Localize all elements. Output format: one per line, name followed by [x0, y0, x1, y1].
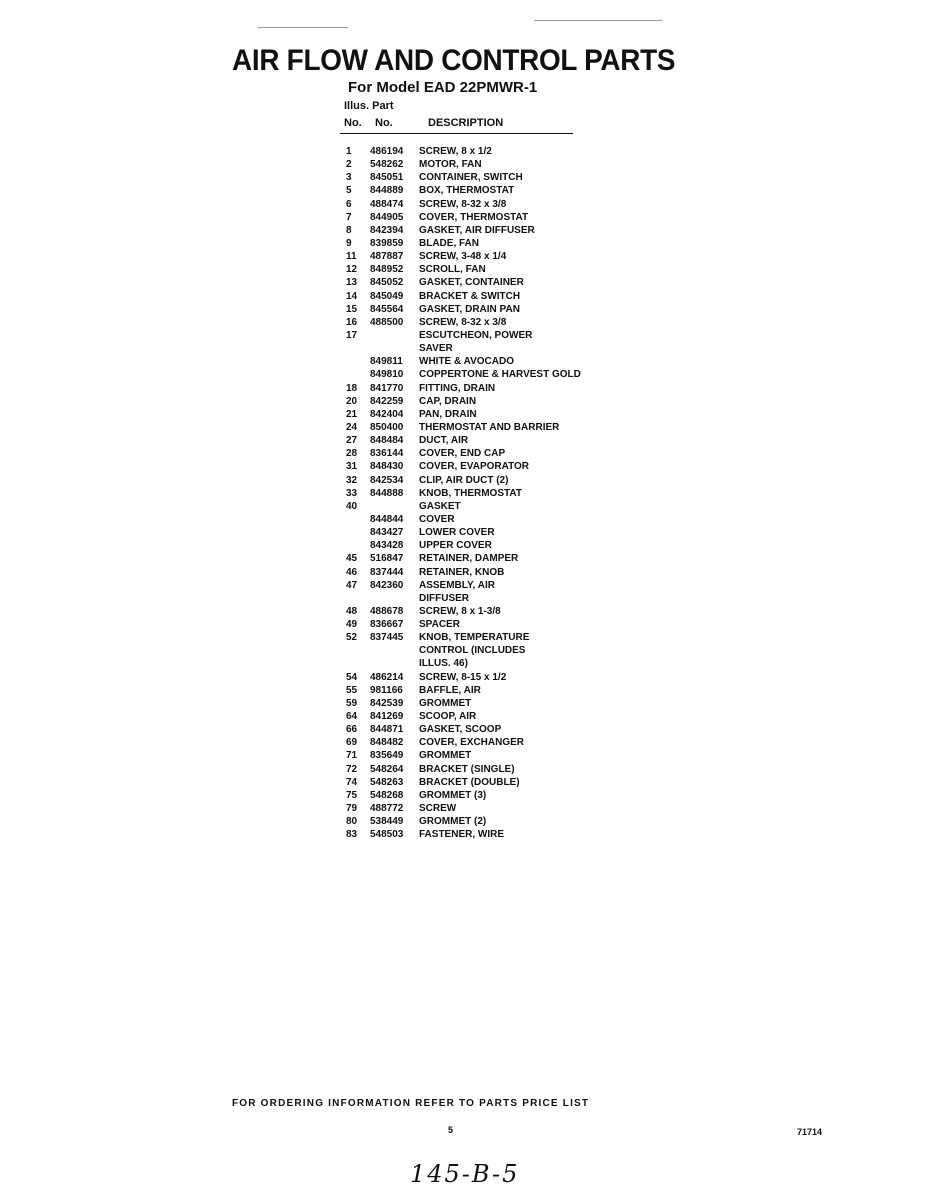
part-number: 848482	[370, 737, 404, 749]
part-description: CONTAINER, SWITCH	[419, 172, 523, 184]
part-description: GASKET, CONTAINER	[419, 277, 524, 289]
part-number: 845052	[370, 277, 404, 289]
part-number: 843427	[370, 527, 404, 539]
part-description: ILLUS. 46)	[419, 658, 468, 670]
part-description: GROMMET (2)	[419, 816, 487, 828]
part-number: 486194	[370, 146, 404, 157]
illus-number: 1	[346, 146, 352, 157]
part-number: 516847	[370, 553, 404, 565]
part-description: CONTROL (INCLUDES	[419, 645, 526, 657]
illus-number: 46	[346, 566, 358, 578]
illus-number: 83	[346, 829, 358, 841]
part-number: 488474	[370, 198, 404, 210]
part-number: 841269	[370, 711, 404, 723]
part-number: 835649	[370, 750, 404, 762]
page-title: AIR FLOW AND CONTROL PARTS	[232, 44, 676, 77]
part-number: 841770	[370, 382, 404, 394]
part-description: GASKET, AIR DIFFUSER	[419, 224, 535, 236]
part-number: 836667	[370, 619, 404, 631]
part-number: 844889	[370, 185, 404, 197]
part-description: WHITE & AVOCADO	[419, 356, 514, 368]
part-description: BOX, THERMOSTAT	[419, 185, 515, 197]
illus-number: 7	[346, 211, 352, 223]
part-number: 848484	[370, 435, 404, 447]
part-description: SCREW, 8 x 1/2	[419, 146, 492, 157]
part-description: ESCUTCHEON, POWER	[419, 329, 533, 341]
part-description: SCREW, 8-32 x 3/8	[419, 316, 507, 328]
part-description: BLADE, FAN	[419, 237, 479, 249]
part-description: SCROLL, FAN	[419, 264, 486, 276]
illus-number: 16	[346, 316, 358, 328]
part-number: 981166	[370, 684, 403, 696]
part-number: 844871	[370, 724, 404, 736]
part-description: COVER, THERMOSTAT	[419, 211, 529, 223]
illus-number: 3	[346, 172, 352, 184]
part-number: 488772	[370, 803, 404, 815]
part-number: 844905	[370, 211, 404, 223]
handwritten-annotation: 145-B-5	[410, 1160, 520, 1188]
illus-number: 55	[346, 684, 358, 696]
illus-number: 59	[346, 697, 358, 709]
part-description: GASKET	[419, 500, 461, 512]
illus-number: 40	[346, 500, 358, 512]
part-description: SPACER	[419, 619, 460, 631]
part-description: COVER	[419, 513, 455, 525]
part-number: 845051	[370, 172, 404, 184]
illus-number: 47	[346, 579, 358, 591]
illus-number: 24	[346, 421, 358, 433]
illus-number: 13	[346, 277, 358, 289]
part-number: 848430	[370, 461, 404, 473]
part-number: 843428	[370, 540, 404, 552]
part-number: 548268	[370, 789, 404, 801]
part-description: BRACKET & SWITCH	[419, 290, 521, 302]
part-description: FASTENER, WIRE	[419, 829, 505, 841]
part-number: 842539	[370, 697, 404, 709]
part-number: 839859	[370, 237, 404, 249]
part-description: SCREW, 8 x 1-3/8	[419, 605, 501, 617]
column-header-illus-part: Illus. Part	[344, 100, 394, 112]
part-number: 538449	[370, 816, 404, 828]
part-description: RETAINER, KNOB	[419, 566, 505, 578]
part-number: 548262	[370, 159, 404, 171]
part-description: RETAINER, DAMPER	[419, 553, 519, 565]
column-header-description: DESCRIPTION	[428, 117, 504, 129]
part-description: CAP, DRAIN	[419, 395, 477, 407]
part-number: 849811	[370, 356, 403, 368]
model-subtitle: For Model EAD 22PMWR-1	[348, 79, 538, 96]
part-description: COVER, EXCHANGER	[419, 737, 525, 749]
illus-number: 45	[346, 553, 358, 565]
part-description: BRACKET (SINGLE)	[419, 763, 515, 775]
part-number: 842404	[370, 408, 404, 420]
header-divider	[340, 133, 573, 134]
part-description: THERMOSTAT AND BARRIER	[419, 421, 560, 433]
part-number: 837445	[370, 632, 404, 644]
part-description: GROMMET	[419, 750, 472, 762]
illus-number: 8	[346, 224, 352, 236]
part-number: 842360	[370, 579, 404, 591]
illus-number: 31	[346, 461, 358, 473]
part-description: SCREW, 3-48 x 1/4	[419, 251, 507, 263]
part-description: SCREW, 8-32 x 3/8	[419, 198, 507, 210]
illus-number: 5	[346, 185, 352, 197]
part-description: COPPERTONE & HARVEST GOLD	[419, 369, 581, 381]
part-description: DUCT, AIR	[419, 435, 469, 447]
illus-number: 11	[346, 251, 357, 263]
ordering-info-note: FOR ORDERING INFORMATION REFER TO PARTS PRICE LIST	[232, 1098, 590, 1109]
illus-number: 72	[346, 763, 358, 775]
part-description: ASSEMBLY, AIR	[419, 579, 495, 591]
illus-number: 17	[346, 329, 358, 341]
part-description: GASKET, SCOOP	[419, 724, 502, 736]
illus-number: 14	[346, 290, 358, 302]
part-number: 845564	[370, 303, 404, 315]
illus-number: 54	[346, 671, 358, 683]
part-number: 486214	[370, 671, 404, 683]
part-description: CLIP, AIR DUCT (2)	[419, 474, 509, 486]
part-description: LOWER COVER	[419, 527, 495, 539]
part-description: SCOOP, AIR	[419, 711, 477, 723]
part-description: SCREW, 8-15 x 1/2	[419, 671, 507, 683]
part-number: 845049	[370, 290, 404, 302]
illus-number: 2	[346, 159, 352, 171]
page-number: 5	[448, 1125, 454, 1135]
illus-number: 64	[346, 711, 358, 723]
part-description: GASKET, DRAIN PAN	[419, 303, 520, 315]
illus-number: 28	[346, 448, 358, 460]
part-number: 837444	[370, 566, 404, 578]
part-description: FITTING, DRAIN	[419, 382, 496, 394]
part-description: KNOB, THERMOSTAT	[419, 487, 522, 499]
illus-number: 52	[346, 632, 358, 644]
part-number: 848952	[370, 264, 404, 276]
document-code: 71714	[797, 1127, 823, 1137]
illus-number: 33	[346, 487, 358, 499]
part-number: 842534	[370, 474, 404, 486]
part-number: 844888	[370, 487, 404, 499]
part-description: DIFFUSER	[419, 592, 469, 604]
illus-number: 48	[346, 605, 358, 617]
part-number: 842394	[370, 224, 404, 236]
part-number: 842259	[370, 395, 404, 407]
part-description: BRACKET (DOUBLE)	[419, 776, 520, 788]
illus-number: 66	[346, 724, 358, 736]
illus-number: 9	[346, 237, 352, 249]
part-number: 488678	[370, 605, 404, 617]
illus-number: 74	[346, 776, 358, 788]
part-description: MOTOR, FAN	[419, 159, 482, 171]
part-description: GROMMET	[419, 697, 472, 709]
part-description: COVER, EVAPORATOR	[419, 461, 530, 473]
illus-number: 12	[346, 264, 358, 276]
part-description: BAFFLE, AIR	[419, 684, 481, 696]
part-number: 836144	[370, 448, 404, 460]
illus-number: 69	[346, 737, 358, 749]
illus-number: 20	[346, 395, 358, 407]
illus-number: 80	[346, 816, 358, 828]
part-number: 548264	[370, 763, 404, 775]
illus-number: 27	[346, 435, 358, 447]
part-number: 487887	[370, 251, 404, 263]
part-number: 548503	[370, 829, 404, 841]
part-description: SCREW	[419, 803, 457, 815]
column-header-part-no: No.	[375, 117, 393, 129]
illus-number: 18	[346, 382, 358, 394]
part-description: KNOB, TEMPERATURE	[419, 632, 530, 644]
illus-number: 32	[346, 474, 358, 486]
illus-number: 6	[346, 198, 352, 210]
part-number: 548263	[370, 776, 404, 788]
illus-number: 21	[346, 408, 358, 420]
part-description: SAVER	[419, 343, 453, 355]
column-header-illus-no: No.	[344, 117, 362, 129]
part-number: 849810	[370, 369, 404, 381]
part-number: 488500	[370, 316, 404, 328]
part-description: UPPER COVER	[419, 540, 492, 552]
illus-number: 49	[346, 619, 358, 631]
illus-number: 15	[346, 303, 358, 315]
illus-number: 79	[346, 803, 358, 815]
part-description: COVER, END CAP	[419, 448, 506, 460]
part-number: 844844	[370, 513, 404, 525]
part-number: 850400	[370, 421, 404, 433]
illus-number: 71	[346, 750, 358, 762]
part-description: PAN, DRAIN	[419, 408, 477, 420]
part-description: GROMMET (3)	[419, 789, 487, 801]
illus-number: 75	[346, 789, 358, 801]
